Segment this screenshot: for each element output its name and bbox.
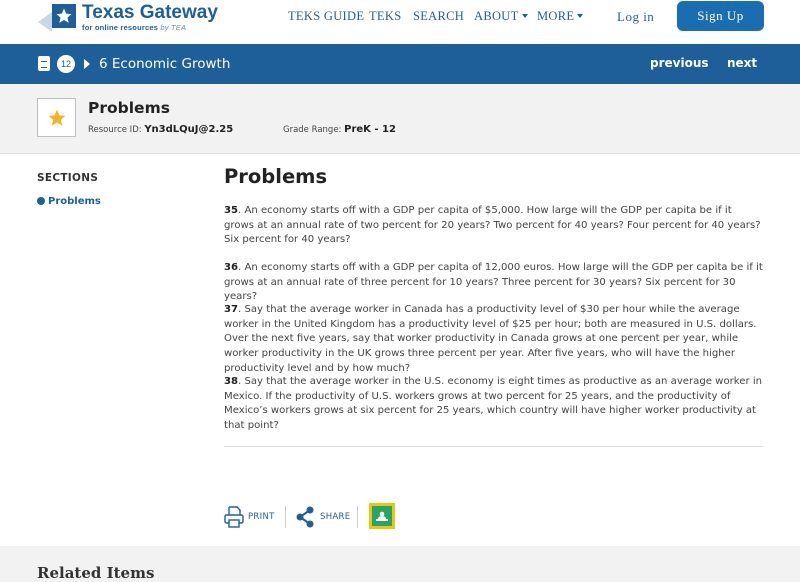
- resource-header: [0, 84, 800, 154]
- question-item: [224, 261, 764, 305]
- question-number: 35: [224, 205, 239, 216]
- share-icon[interactable]: [295, 506, 315, 528]
- sidebar-item-problems[interactable]: [37, 196, 101, 207]
- signup-button[interactable]: Sign Up: [677, 1, 764, 31]
- question-text: . An economy starts off with a GDP per capita of 12,000 euros. How large will the GDP per capita be if it grows at an annual rate of three percent for 10 years? Three percent for 30 years? Six percent for 30 years?: [224, 262, 763, 303]
- nav-search[interactable]: [413, 9, 464, 24]
- google-classroom-icon: [372, 506, 392, 526]
- next-link[interactable]: next: [727, 56, 758, 70]
- nav-teks-label: TEKS: [369, 9, 402, 23]
- star-icon: [47, 108, 67, 128]
- resource-id-value: Yn3dLQuJ@2.25: [144, 124, 234, 135]
- question-number: 38: [224, 376, 239, 387]
- classroom-person-icon: [375, 509, 389, 523]
- logo-tagline-main: for online resources: [82, 23, 159, 32]
- nav-teks-guide[interactable]: [288, 9, 364, 24]
- question-number: 37: [224, 304, 239, 315]
- calendar-icon[interactable]: [38, 56, 50, 71]
- resource-id: [88, 124, 233, 135]
- question-item: [224, 303, 764, 377]
- question-item: [224, 204, 764, 248]
- question-text: . Say that the average worker in the U.S. economy is eight times as productive as an average worker in Mexico. If the productivity of U.S. workers grows at two percent for 25 years, and the productivity of Mexico’s workers grows at six percent for 25 years, which country will have higher worker productivity at that point?: [224, 376, 763, 432]
- print-button[interactable]: PRINT: [248, 512, 275, 522]
- question-item: [224, 375, 764, 434]
- related-items-heading: Related Items: [37, 564, 155, 582]
- sections-heading: SECTIONS: [37, 172, 99, 184]
- question-text: . An economy starts off with a GDP per capita of $5,000. How large will the GDP per capita be if it grows at an annual rate of two percent for 20 years? Two percent for 40 years? Four percent for 40 years? Six percent for 40 years?: [224, 205, 761, 246]
- chevron-down-icon: [577, 14, 583, 18]
- nav-teks[interactable]: [369, 9, 401, 24]
- logo-name: Texas Gateway: [82, 2, 218, 23]
- share-toolbar: [224, 503, 424, 531]
- count-badge[interactable]: 12: [57, 55, 75, 73]
- logo-tail-shape: [38, 12, 52, 32]
- nav-about[interactable]: [474, 9, 528, 24]
- sidebar-item-label: Problems: [48, 196, 101, 207]
- top-navbar: [0, 0, 800, 44]
- logo-tagline: [82, 23, 186, 32]
- login-link[interactable]: Log in: [617, 9, 655, 24]
- page-title: Problems: [224, 165, 328, 188]
- breadcrumb-link[interactable]: 6 Economic Growth: [99, 56, 231, 72]
- logo-star-icon: [52, 4, 76, 28]
- share-button[interactable]: SHARE: [320, 512, 351, 522]
- print-icon[interactable]: [224, 506, 244, 528]
- logo-tagline-by: by TEA: [160, 23, 187, 32]
- nav-about-label: ABOUT: [474, 9, 519, 23]
- grade-range-label: Grade Range:: [283, 125, 342, 135]
- breadcrumb-bar: [0, 44, 800, 84]
- active-dot-icon: [37, 197, 45, 205]
- nav-search-label: SEARCH: [413, 9, 465, 23]
- resource-id-label: Resource ID:: [88, 125, 142, 135]
- chevron-right-icon: [84, 59, 90, 69]
- grade-range: [283, 124, 396, 135]
- texas-gateway-logo[interactable]: [38, 2, 228, 32]
- divider: [357, 506, 358, 528]
- divider: [285, 506, 286, 528]
- divider: [224, 446, 763, 447]
- question-number: 36: [224, 262, 239, 273]
- grade-range-value: PreK - 12: [344, 124, 396, 135]
- favorite-button[interactable]: [37, 98, 76, 137]
- question-text: . Say that the average worker in Canada has a productivity level of $30 per hour while the average worker in the United Kingdom has a productivity level of $25 per hour; both are measured in U.S. dollars. Over the next five years, say that worker productivity in Canada grows at one percent per year, while worker productivity in the UK grows three percent per year. After five years, who will have the higher productivity level and by how much?: [224, 304, 757, 374]
- related-items-section: [0, 546, 800, 582]
- google-classroom-button[interactable]: [369, 503, 395, 529]
- nav-more-label: MORE: [537, 9, 575, 23]
- previous-link[interactable]: previous: [650, 56, 709, 70]
- nav-teks-guide-label: TEKS GUIDE: [288, 9, 365, 23]
- chevron-down-icon: [522, 14, 528, 18]
- resource-title: Problems: [88, 99, 170, 117]
- nav-more[interactable]: [537, 9, 583, 24]
